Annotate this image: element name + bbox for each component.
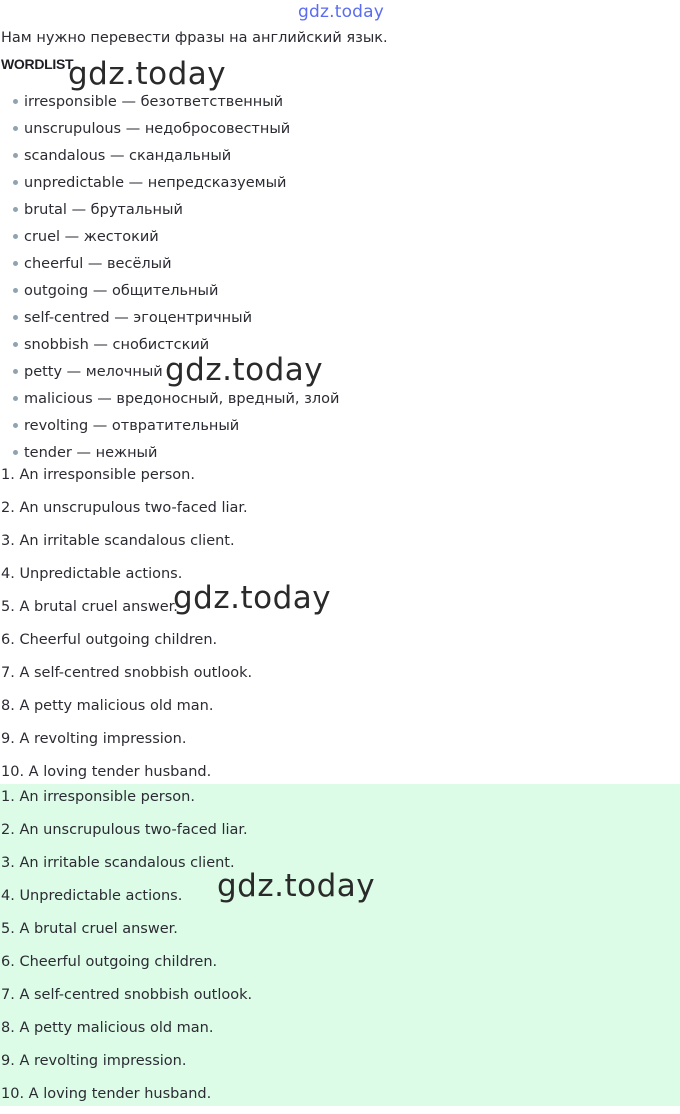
wordlist-heading: WORDLIST: [1, 56, 74, 72]
wordlist-item: irresponsible — безответственный: [0, 92, 339, 119]
wordlist-item: self-centred — эгоцентричный: [0, 308, 339, 335]
answer-item: 10. A loving tender husband.: [1, 1086, 212, 1102]
phrase-item: 6. Cheerful outgoing children.: [1, 632, 218, 648]
answer-item: 9. A revolting impression.: [1, 1053, 187, 1069]
wordlist-item: cruel — жестокий: [0, 227, 339, 254]
answer-block: [0, 784, 680, 1106]
phrase-item: 3. An irritable scandalous client.: [1, 533, 235, 549]
wordlist: [0, 92, 339, 470]
answer-item: 4. Unpredictable actions.: [1, 888, 183, 904]
watermark: gdz.today: [68, 56, 227, 92]
answer-item: 1. An irresponsible person.: [1, 789, 195, 805]
phrase-item: 9. A revolting impression.: [1, 731, 187, 747]
bullet-icon: [13, 396, 18, 401]
phrase-item: 2. An unscrupulous two-faced liar.: [1, 500, 248, 516]
site-logo[interactable]: gdz.today: [298, 2, 385, 22]
watermark: gdz.today: [217, 868, 376, 904]
wordlist-item: brutal — брутальный: [0, 200, 339, 227]
bullet-icon: [13, 450, 18, 455]
bullet-icon: [13, 126, 18, 131]
bullet-icon: [13, 369, 18, 374]
bullet-icon: [13, 288, 18, 293]
bullet-icon: [13, 423, 18, 428]
phrase-item: 4. Unpredictable actions.: [1, 566, 183, 582]
phrase-item: 8. A petty malicious old man.: [1, 698, 214, 714]
answer-item: 8. A petty malicious old man.: [1, 1020, 214, 1036]
bullet-icon: [13, 180, 18, 185]
watermark: gdz.today: [165, 352, 324, 388]
answer-item: 3. An irritable scandalous client.: [1, 855, 235, 871]
wordlist-item: malicious — вредоносный, вредный, злой: [0, 389, 339, 416]
bullet-icon: [13, 342, 18, 347]
answer-item: 2. An unscrupulous two-faced liar.: [1, 822, 248, 838]
watermark: gdz.today: [173, 580, 332, 616]
wordlist-item: scandalous — скандальный: [0, 146, 339, 173]
answer-item: 6. Cheerful outgoing children.: [1, 954, 218, 970]
phrase-item: 10. A loving tender husband.: [1, 764, 212, 780]
bullet-icon: [13, 207, 18, 212]
task-text: Нам нужно перевести фразы на английский язык.: [1, 30, 388, 46]
answer-item: 7. A self-centred snobbish outlook.: [1, 987, 253, 1003]
wordlist-item: unscrupulous — недобросовестный: [0, 119, 339, 146]
wordlist-item: cheerful — весёлый: [0, 254, 339, 281]
wordlist-item: petty — мелочный: [0, 362, 339, 389]
bullet-icon: [13, 99, 18, 104]
wordlist-item: outgoing — общительный: [0, 281, 339, 308]
phrase-item: 1. An irresponsible person.: [1, 467, 195, 483]
wordlist-item: unpredictable — непредсказуемый: [0, 173, 339, 200]
bullet-icon: [13, 315, 18, 320]
phrase-item: 5. A brutal cruel answer.: [1, 599, 178, 615]
phrase-item: 7. A self-centred snobbish outlook.: [1, 665, 253, 681]
answer-item: 5. A brutal cruel answer.: [1, 921, 178, 937]
bullet-icon: [13, 261, 18, 266]
bullet-icon: [13, 153, 18, 158]
bullet-icon: [13, 234, 18, 239]
phrase-list: [0, 464, 680, 794]
wordlist-item: snobbish — снобистский: [0, 335, 339, 362]
wordlist-item: tender — нежный: [0, 443, 339, 470]
wordlist-item: revolting — отвратительный: [0, 416, 339, 443]
